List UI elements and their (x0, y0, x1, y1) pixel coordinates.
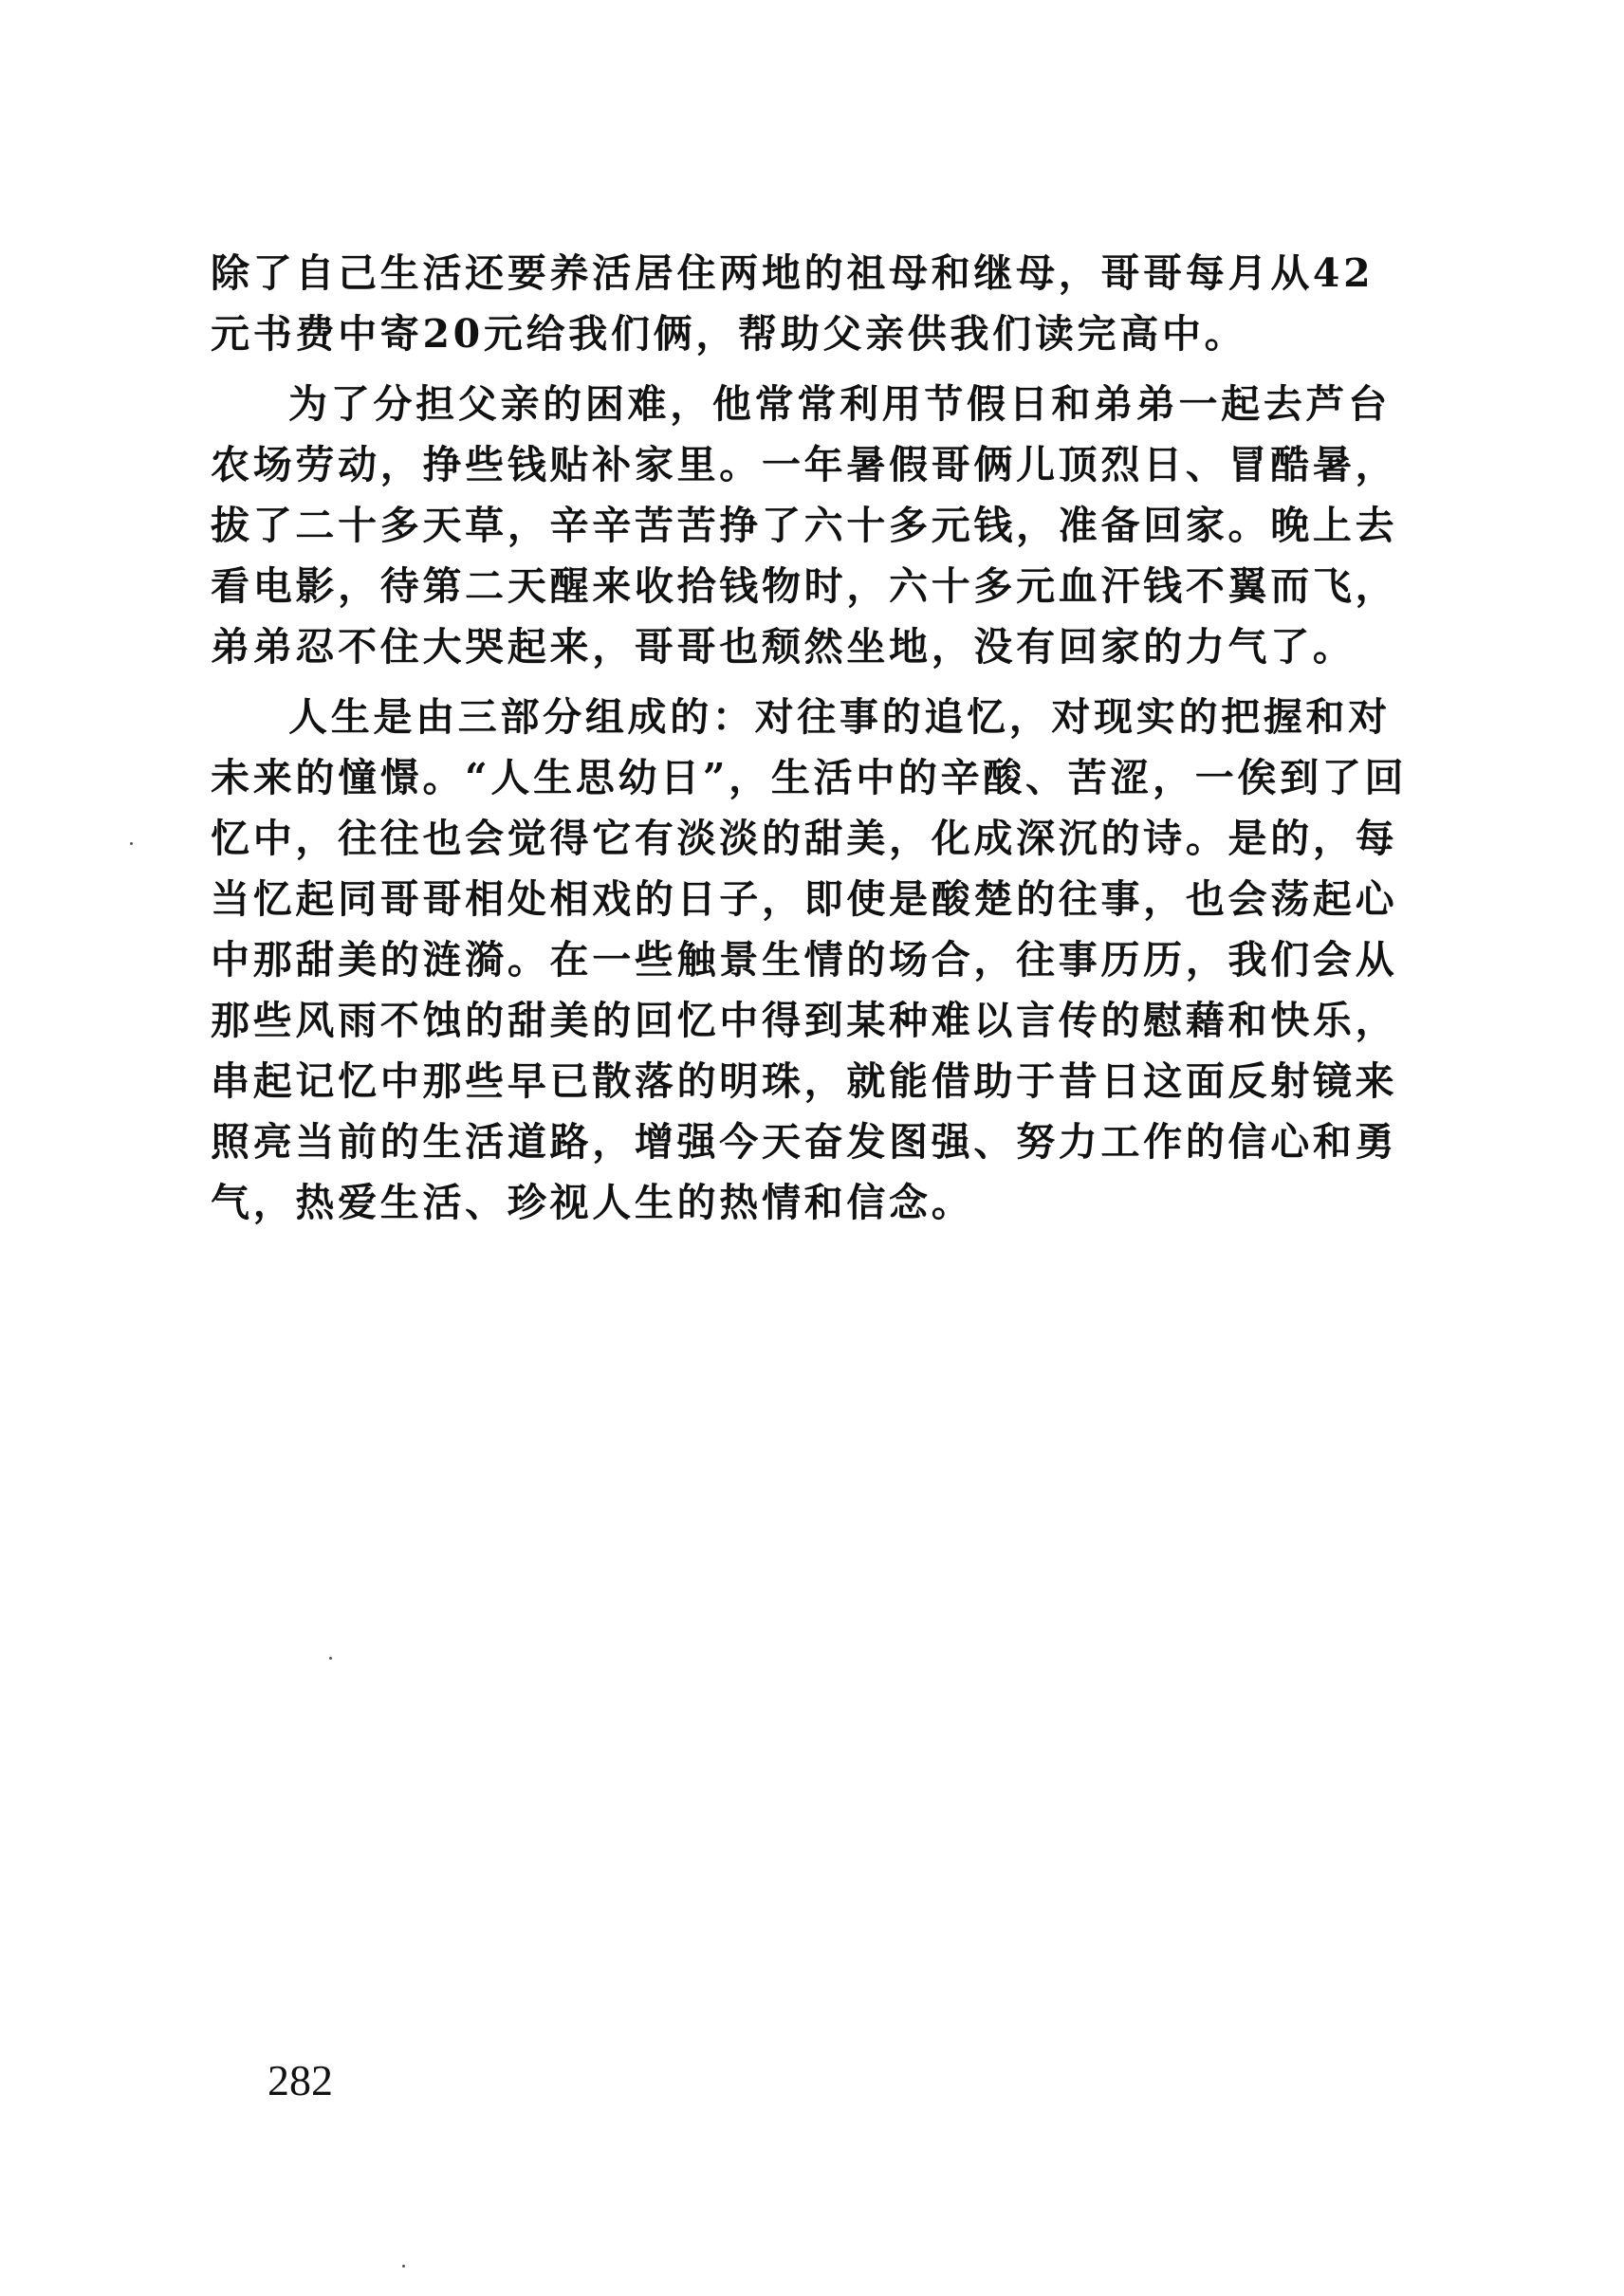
text-line: 中那甜美的涟漪。在一些触景生情的场合，往事历历，我们会从 (211, 937, 1398, 983)
scan-speck (402, 2265, 405, 2268)
text-line: 弟弟忍不住大哭起来，哥哥也颓然坐地，没有回家的力气了。 (211, 624, 1356, 670)
text-line: 农场劳动，挣些钱贴补家里。一年暑假哥俩儿顶烈日、冒酷暑， (211, 442, 1398, 487)
scan-speck (329, 1657, 332, 1660)
text-line: 照亮当前的生活道路，增强今天奋发图强、努力工作的信心和勇 (211, 1119, 1398, 1165)
text-line: 除了自己生活还要养活居住两地的祖母和继母，哥哥每月从42 (211, 250, 1375, 296)
page-number: 282 (268, 2056, 333, 2104)
text-line: 拔了二十多天草，辛辛苦苦挣了六十多元钱，准备回家。晚上去 (211, 503, 1398, 548)
text-line: 气，热爱生活、珍视人生的热情和信念。 (211, 1180, 974, 1225)
paragraph-first-line: 为了分担父亲的困难，他常常利用节假日和弟弟一起去芦台 (288, 381, 1391, 427)
text-line: 串起记忆中那些早已散落的明珠，就能借助于昔日这面反射镜来 (211, 1058, 1398, 1104)
paragraph-first-line: 人生是由三部分组成的：对往事的追忆，对现实的把握和对 (288, 694, 1391, 740)
text-line: 未来的憧憬。“人生思幼日”，生活中的辛酸、苦涩，一俟到了回 (211, 755, 1408, 800)
text-line: 忆中，往往也会觉得它有淡淡的甜美，化成深沉的诗。是的，每 (211, 816, 1398, 861)
text-line: 当忆起同哥哥相处相戏的日子，即使是酸楚的往事，也会荡起心 (211, 876, 1398, 922)
text-line: 那些风雨不蚀的甜美的回忆中得到某种难以言传的慰藉和快乐， (211, 998, 1398, 1043)
text-line: 元书费中寄20元给我们俩，帮助父亲供我们读完高中。 (211, 311, 1247, 357)
text-line: 看电影，待第二天醒来收拾钱物时，六十多元血汗钱不翼而飞， (211, 563, 1398, 609)
scan-speck (130, 842, 133, 845)
